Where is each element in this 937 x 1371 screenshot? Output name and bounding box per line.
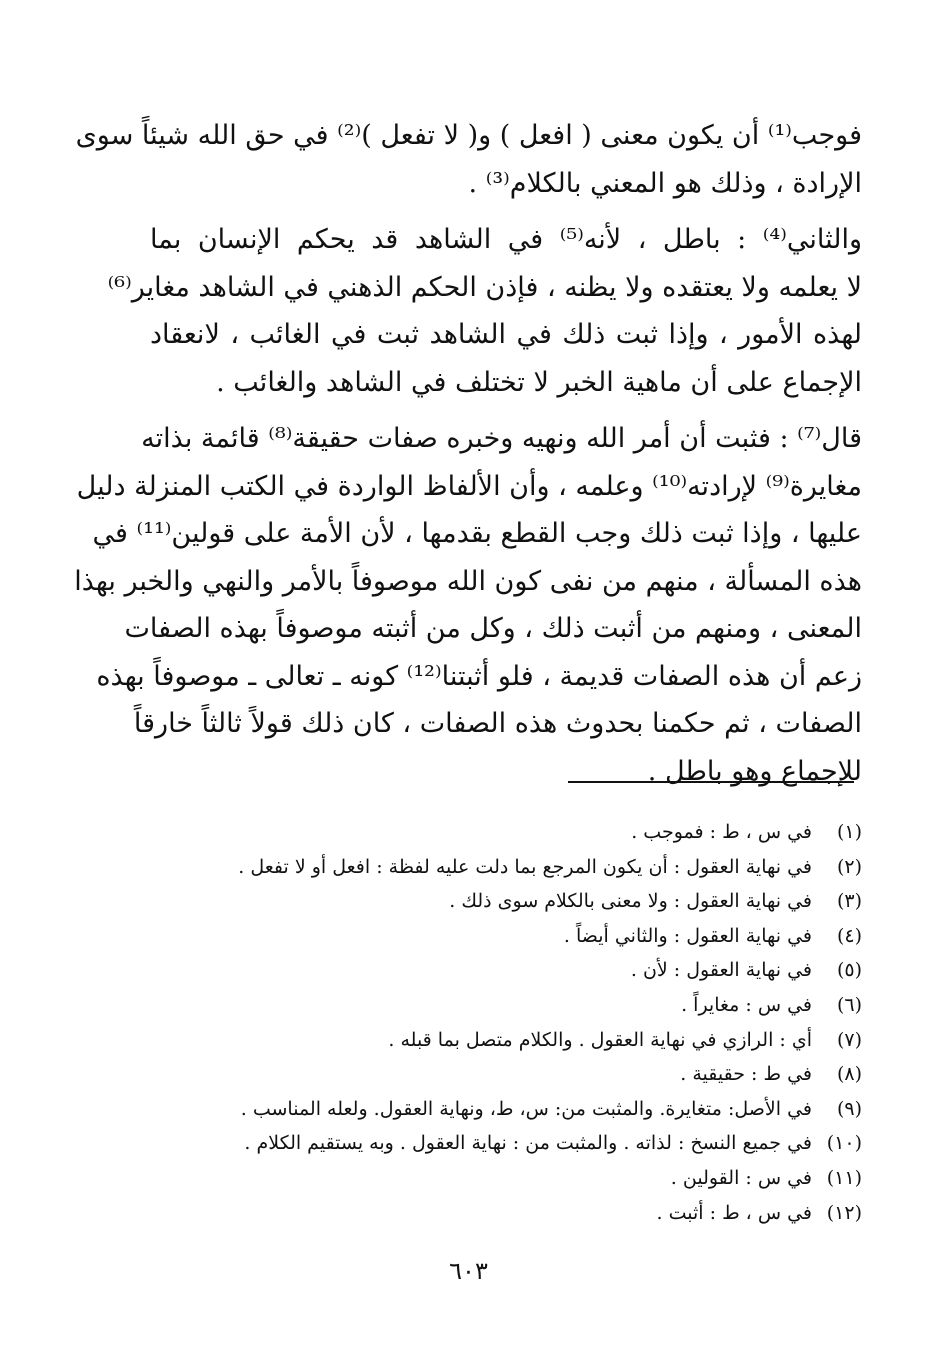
footnote-text: في نهاية العقول : أن يكون المرجع بما دلت عليه لفظة : افعل أو لا تفعل . <box>238 855 812 878</box>
footnote-number: (٣) <box>836 890 862 913</box>
footnote-number: (٥) <box>836 959 862 982</box>
footnote-number: (١) <box>836 821 862 843</box>
footnote <box>150 1126 862 1161</box>
footnote-number: (١١) <box>826 1166 862 1189</box>
footnote-text: في نهاية العقول : والثاني أيضاً . <box>563 924 812 947</box>
paragraph-gap <box>150 207 862 216</box>
footnote-number: (١٢) <box>826 1201 862 1224</box>
footnote-text: في نهاية العقول : ولا معنى بالكلام سوى ذلك . <box>449 890 812 913</box>
footnote-number: (٧) <box>836 1028 862 1051</box>
main-text <box>74 112 862 795</box>
footnote-text: في نهاية العقول : لأن . <box>630 959 812 982</box>
text-line: المعنى ، ومنهم من أثبت ذلك ، وكل من أثبته موصوفاً بهذه الصفات <box>124 613 862 644</box>
footnote-text: أي : الرازي في نهاية العقول . والكلام متصل بما قبله . <box>388 1028 812 1051</box>
footnote <box>150 1161 862 1196</box>
footnote-number: (٨) <box>836 1063 862 1086</box>
paragraph-3 <box>74 415 862 795</box>
text-line: للإجماع وهو باطل . <box>647 755 862 787</box>
footnote <box>150 884 862 919</box>
footnote-text: في جميع النسخ : لذاته . والمثبت من : نهاية العقول . وبه يستقيم الكلام . <box>244 1132 812 1155</box>
text-line: عليها ، وإذا ثبت ذلك وجب القطع بقدمها ، لأن الأمة على قولين⁽¹¹⁾ في <box>92 518 862 549</box>
text-line: لهذه الأمور ، وإذا ثبت ذلك في الشاهد ثبت في الغائب ، لانعقاد <box>150 319 862 350</box>
text-line: لا يعلمه ولا يعتقده ولا يظنه ، فإذن الحكم الذهني في الشاهد مغاير⁽⁶⁾ <box>107 271 862 303</box>
paragraph-1 <box>75 112 862 207</box>
footnote <box>150 1196 862 1231</box>
footnote-number: (٩) <box>836 1097 862 1120</box>
footnote <box>150 1092 862 1127</box>
paragraph-gap <box>150 406 862 415</box>
footnote <box>150 850 862 885</box>
footnote-text: في الأصل: متغايرة. والمثبت من: س، ط، ونهاية العقول. ولعله المناسب . <box>240 1097 812 1120</box>
text-line: مغايرة⁽⁹⁾ لإرادته⁽¹⁰⁾ وعلمه ، وأن الألفاظ الواردة في الكتب المنزلة دليل <box>76 470 862 502</box>
text-line: فوجب⁽¹⁾ أن يكون معنى ( افعل ) و( لا تفعل )⁽²⁾ في حق الله شيئاً سوى <box>75 120 862 151</box>
footnote-text: في ط : حقيقية . <box>680 1063 812 1086</box>
footnote-text: في س ، ط : أثبت . <box>656 1201 812 1224</box>
footnote <box>150 919 862 954</box>
footnote-number: (١٠) <box>826 1132 862 1155</box>
text-line: والثاني⁽⁴⁾ : باطل ، لأنه⁽⁵⁾ في الشاهد قد يحكم الإنسان بما <box>150 224 862 255</box>
page-number: ٦٠٣ <box>449 1257 488 1285</box>
footnote-text: في س : مغايراً . <box>681 993 812 1016</box>
text-line: هذه المسألة ، منهم من نفى كون الله موصوفاً بالأمر والنهي والخبر بهذا <box>74 565 862 597</box>
footnote <box>150 815 862 850</box>
text-line: الإجماع على أن ماهية الخبر لا تختلف في الشاهد والغائب . <box>216 366 862 398</box>
footnotes <box>150 815 862 1230</box>
footnote <box>150 1057 862 1092</box>
text-line: قال⁽⁷⁾ : فثبت أن أمر الله ونهيه وخبره صفات حقيقة⁽⁸⁾ قائمة بذاته <box>141 423 862 454</box>
footnote-separator <box>568 781 854 783</box>
footnote <box>150 953 862 988</box>
footnote <box>150 988 862 1023</box>
footnote-number: (٤) <box>836 924 862 947</box>
footnote-text: في س ، ط : فموجب . <box>631 821 812 843</box>
footnote-number: (٦) <box>836 993 862 1016</box>
footnote-text: في س : القولين . <box>670 1166 812 1189</box>
footnote-number: (٢) <box>836 855 862 878</box>
text-line: زعم أن هذه الصفات قديمة ، فلو أثبتنا⁽¹²⁾ كونه ـ تعالى ـ موصوفاً بهذه <box>96 660 862 692</box>
footnote <box>150 1023 862 1058</box>
paragraph-2 <box>107 216 862 406</box>
text-line: الإرادة ، وذلك هو المعني بالكلام⁽³⁾ . <box>468 167 862 199</box>
text-line: الصفات ، ثم حكمنا بحدوث هذه الصفات ، كان ذلك قولاً ثالثاً خارقاً <box>133 708 862 739</box>
